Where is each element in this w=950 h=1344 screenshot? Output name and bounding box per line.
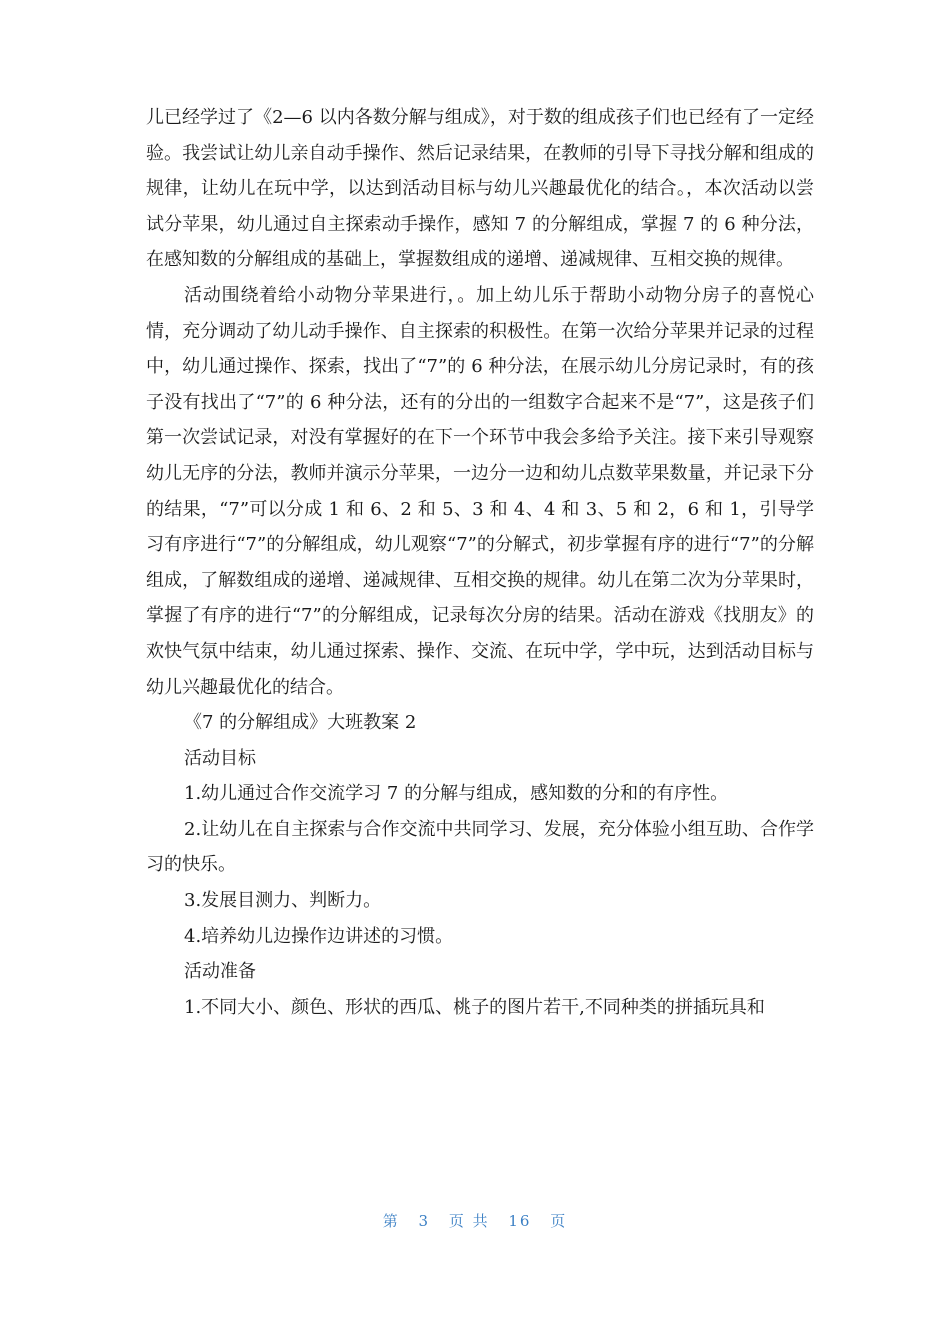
page-footer (0, 1210, 950, 1231)
lesson-plan-title: 《7 的分解组成》大班教案 2 (184, 712, 417, 734)
footer-prefix: 第 (382, 1212, 400, 1230)
footer-current-page: 3 (418, 1212, 431, 1230)
goal-item-3: 3.发展目测力、判断力。 (184, 890, 382, 912)
section-heading-activity-goals: 活动目标 (184, 747, 256, 769)
preparation-item-1: 1.不同大小、颜色、形状的西瓜、桃子的图片若干,不同种类的拼插玩具和 (184, 996, 765, 1018)
paragraph-activity-reflection: 活动围绕着给小动物分苹果进行，。加上幼儿乐于帮助小动物分房子的喜悦心情，充分调动了幼儿动手操作、自主探索的积极性。在第一次给分苹果并记录的过程中，幼儿通过操作、探索，找出了“7”的 6 种分法，在展示幼儿分房记录时，有的孩子没有找出了“7”的 6 种分法，还有的分出的一组数字合起来不是“7”，这是孩子们第一次尝试记录，对没有掌握好的在下一个环节中我会多给予关注。接下来引导观察幼儿无序的分法，教师并演示分苹果，一边分一边和幼儿点数苹果数量，并记录下分的结果，“7”可以分成 1 和 6、2 和 5、3 和 4、4 和 3、5 和 2，6 和 1，引导学习有序进行“7”的分解组成，幼儿观察“7”的分解式，初步掌握有序的进行“7”的分解组成，了解数组成的递增、递减规律、互相交换的规律。幼儿在第二次为分苹果时，掌握了有序的进行“7”的分解组成，记录每次分房的结果。活动在游戏《找朋友》的欢快气氛中结束，幼儿通过探索、操作、交流、在玩中学，学中玩，达到活动目标与幼儿兴趣最优化的结合。 (146, 284, 814, 698)
footer-total-pages: 16 (508, 1212, 532, 1230)
footer-suffix: 页 (550, 1212, 568, 1230)
document-body (146, 100, 814, 1025)
paragraph-intro-continuation: 儿已经学过了《2—6 以内各数分解与组成》，对于数的组成孩子们也已经有了一定经验。我尝试让幼儿亲自动手操作、然后记录结果，在教师的引导下寻找分解和组成的规律，让幼儿在玩中学，以达到活动目标与幼儿兴趣最优化的结合。，本次活动以尝试分苹果，幼儿通过自主探索动手操作，感知 7 的分解组成，掌握 7 的 6 种分法，在感知数的分解组成的基础上，掌握数组成的递增、递减规律、互相交换的规律。 (146, 107, 814, 271)
footer-middle: 页 共 (448, 1212, 490, 1230)
goal-item-1: 1.幼儿通过合作交流学习 7 的分解与组成，感知数的分和的有序性。 (184, 783, 729, 805)
section-heading-activity-preparation: 活动准备 (184, 961, 256, 983)
goal-item-2: 2.让幼儿在自主探索与合作交流中共同学习、发展，充分体验小组互助、合作学习的快乐。 (146, 818, 814, 876)
goal-item-4: 4.培养幼儿边操作边讲述的习惯。 (184, 925, 454, 947)
